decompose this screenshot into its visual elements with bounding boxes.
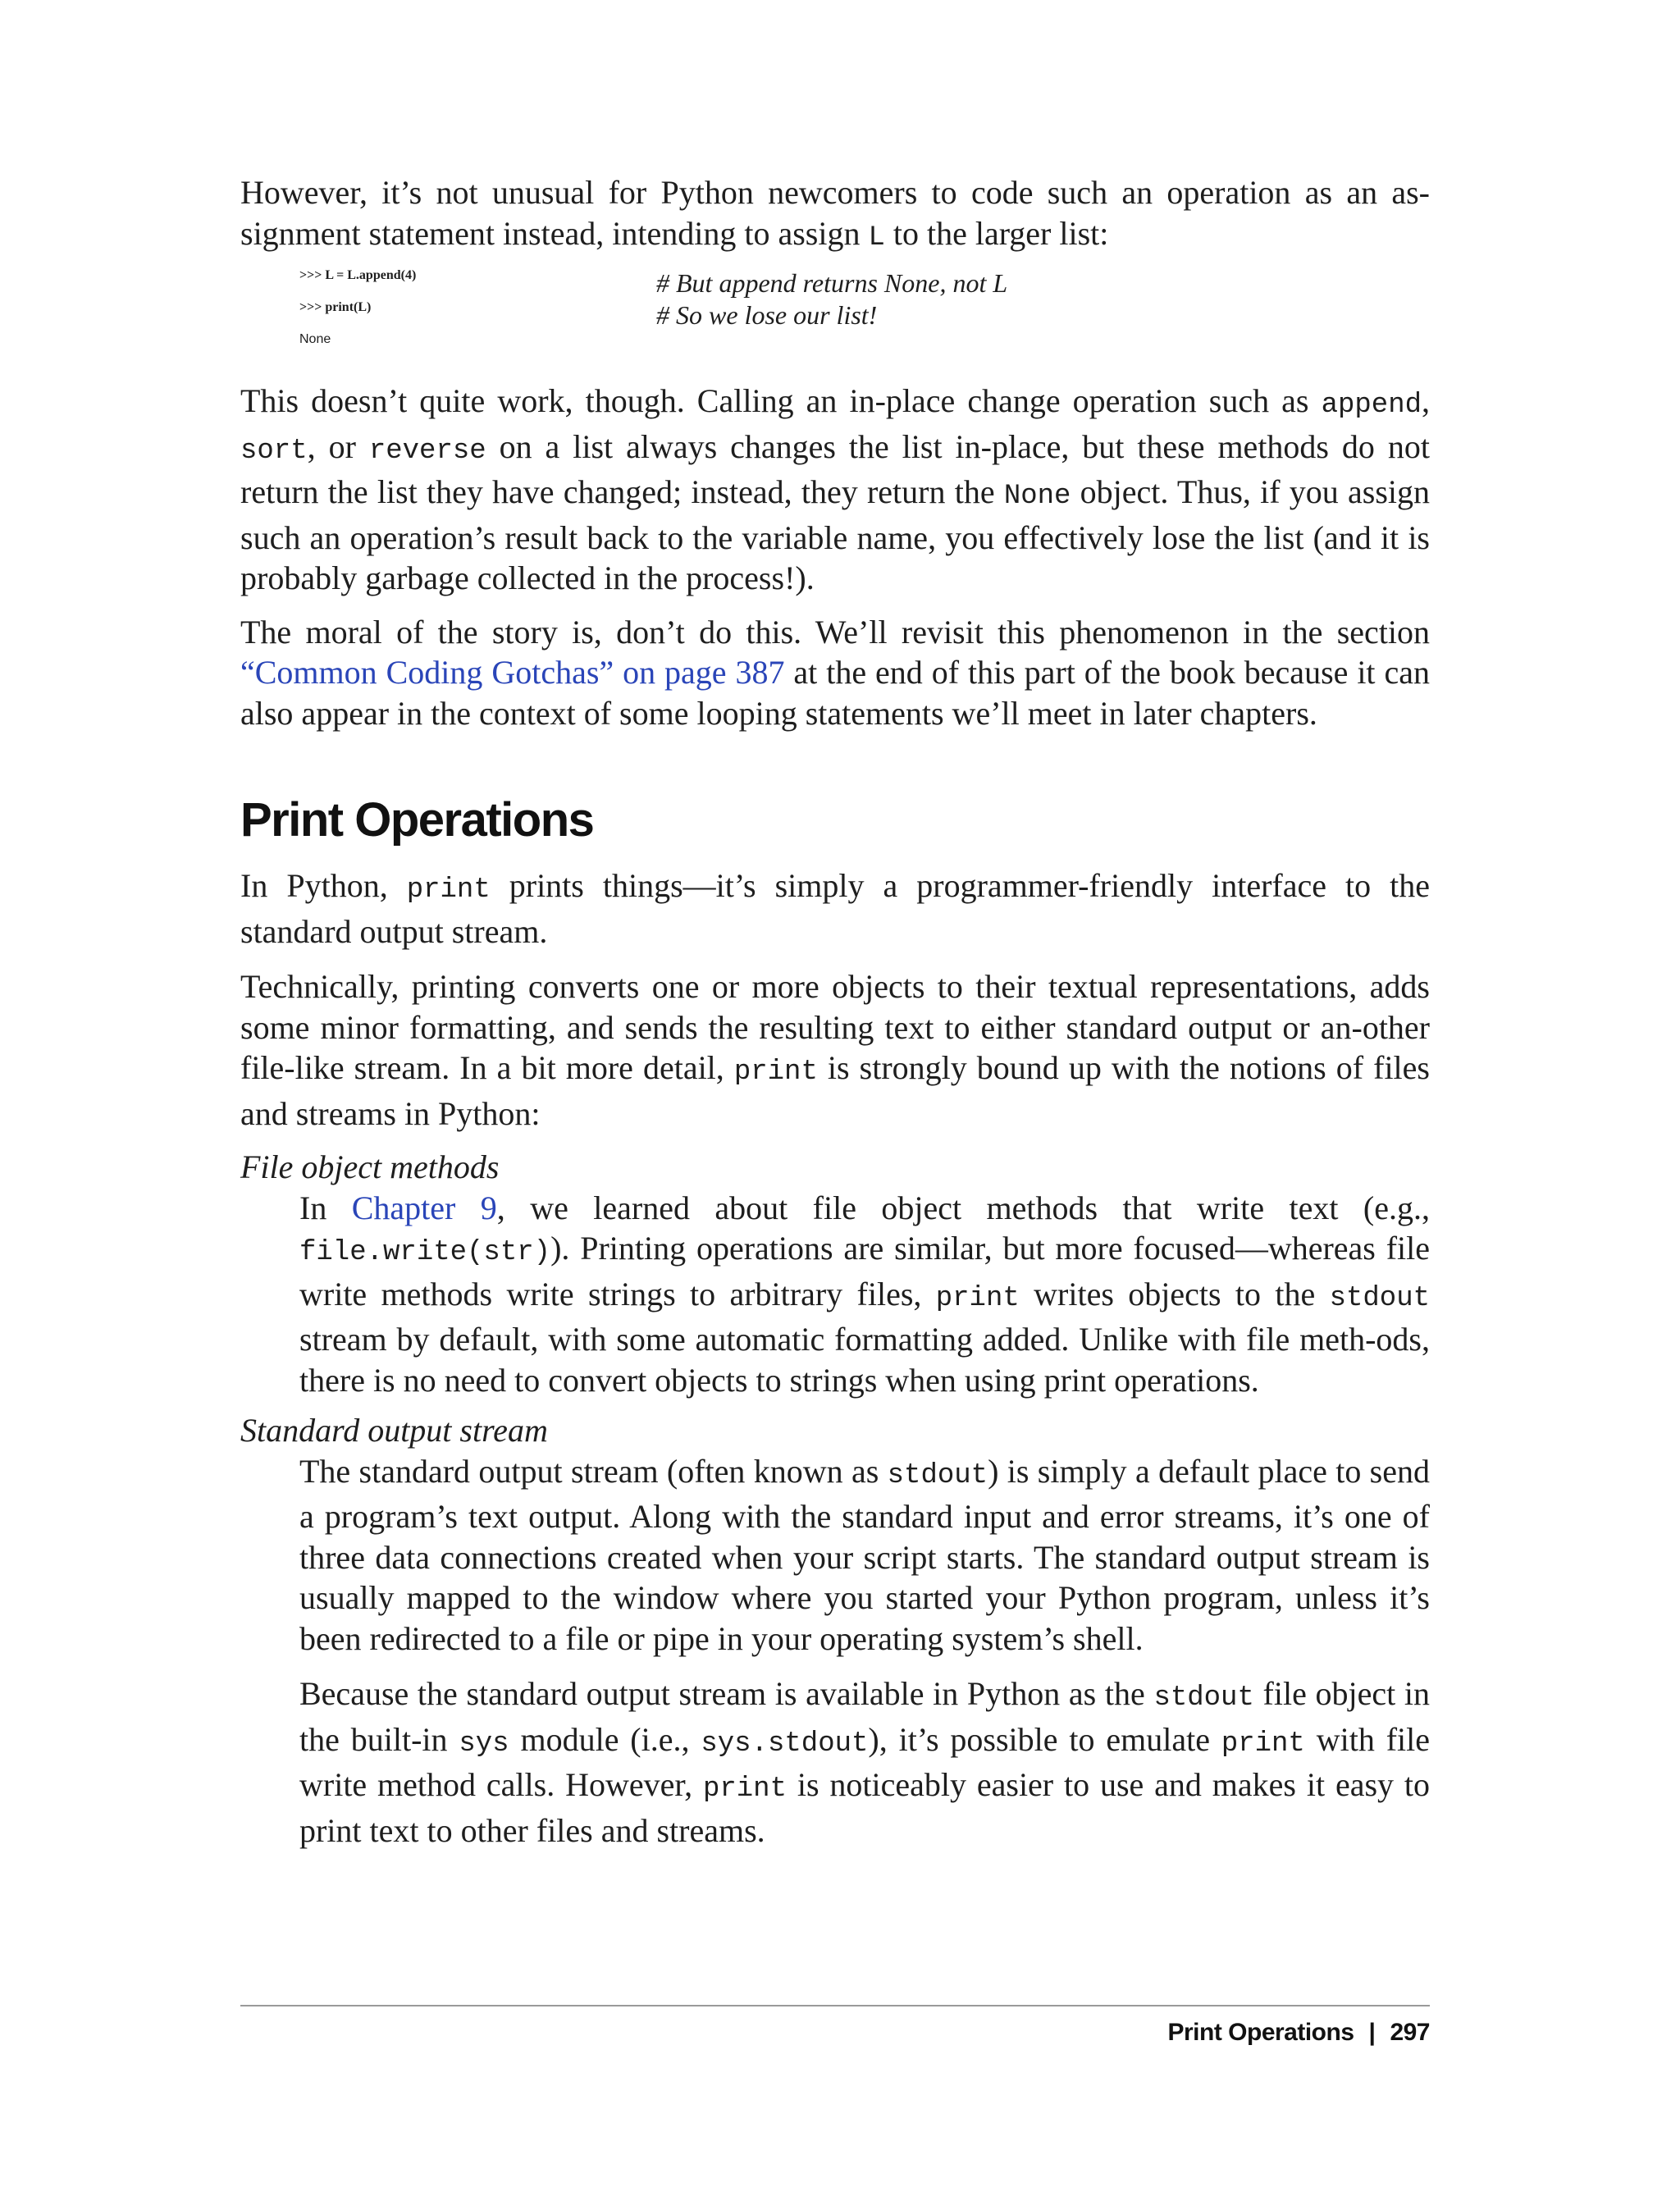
definition-term: Standard output stream xyxy=(240,1412,548,1449)
text: object. Thus, if you assign such an operation’s result back to the variable name, you effectively lose the list (and it is probably garbage collected in the process!). xyxy=(240,473,1430,596)
inline-code: None xyxy=(1003,481,1071,512)
code-line xyxy=(240,300,1430,332)
paragraph-moral xyxy=(240,612,1430,734)
text: file object in the built-in xyxy=(299,1675,1430,1758)
inline-code: print xyxy=(406,874,491,906)
footer-separator: | xyxy=(1368,2019,1376,2046)
gotchas-link[interactable]: “Common Coding Gotchas” on page 387 xyxy=(240,654,785,691)
text: Technically, printing converts one or more objects to their textual representations, adds some minor formatting, and sends the resulting text to either standard output or an-other file-like stream. In a bit more detail, xyxy=(240,968,1430,1086)
definition-stdout xyxy=(299,1451,1430,1659)
text: , xyxy=(1422,382,1430,419)
text: This doesn’t quite work, though. Calling an in-place change operation such as xyxy=(240,382,1322,419)
inline-code: sort xyxy=(240,435,308,467)
text: on a list always changes the list in-place, but these methods do not return the list they have changed; instead, they return the xyxy=(240,427,1430,510)
code-comment: # So we lose our list! xyxy=(656,300,878,330)
inline-code: sys xyxy=(459,1728,509,1760)
text: The standard output stream (often known as xyxy=(299,1452,888,1490)
inline-code: L xyxy=(868,221,885,253)
text: In xyxy=(299,1189,352,1226)
inline-code: print xyxy=(733,1057,818,1088)
text: stream by default, with some automatic formatting added. Unlike with file meth-ods, there is no need to convert objects to strings when using print operations. xyxy=(299,1321,1430,1399)
code-example xyxy=(240,268,1430,364)
footer-section-title: Print Operations xyxy=(1167,2019,1354,2046)
code-command: >>> print(L) xyxy=(299,300,372,314)
inline-code: stdout xyxy=(887,1459,988,1491)
page-footer xyxy=(1167,2019,1430,2047)
text: writes objects to the xyxy=(1019,1275,1330,1312)
definition-term: File object methods xyxy=(240,1148,500,1185)
code-comment: # But append returns None, not L xyxy=(656,268,1008,298)
inline-code: file.write(str) xyxy=(299,1237,551,1268)
chapter-link[interactable]: Chapter 9 xyxy=(351,1189,497,1226)
text: ) is simply a default place to send a program’s text output. Along with the standard input and error streams, it’s one of three data connections created when your script starts. The standard output stream is usually mapped to the window where you started your Python program, unless it’s been redirected to a file or pipe in your operating system’s shell. xyxy=(299,1452,1430,1657)
inline-code: sys.stdout xyxy=(701,1728,869,1760)
inline-code: print xyxy=(702,1774,787,1805)
text: is noticeably easier to use and makes it easy to print text to other files and streams. xyxy=(299,1766,1430,1849)
code-command: >>> L = L.append(4) xyxy=(299,268,417,282)
section-heading: Print Operations xyxy=(240,793,594,847)
footer-divider xyxy=(240,2005,1430,2006)
text: with file write method calls. However, xyxy=(299,1720,1430,1803)
inline-code: append xyxy=(1321,390,1422,421)
text: is strongly bound up with the notions of files and streams in Python: xyxy=(240,1049,1430,1132)
text: However, it’s not unusual for Python newcomers to code such an operation as an as-signment statement instead, intending to assign xyxy=(240,174,1430,252)
definition-list xyxy=(240,1147,1430,1851)
text: prints things—it’s simply a programmer-friendly interface to the standard output stream. xyxy=(240,867,1430,950)
code-line xyxy=(240,268,1430,300)
text: module (i.e., xyxy=(509,1720,701,1758)
definition-stdout-continued xyxy=(299,1673,1430,1851)
text: In Python, xyxy=(240,867,407,904)
paragraph-print-technical xyxy=(240,966,1430,1134)
code-line xyxy=(240,332,1430,364)
paragraph-in-place-change xyxy=(240,381,1430,599)
inline-code: print xyxy=(935,1282,1020,1314)
paragraph-print-intro xyxy=(240,865,1430,952)
text: to the larger list: xyxy=(884,214,1109,252)
text: , or xyxy=(307,427,369,465)
text: , we learned about file object methods that write text (e.g., xyxy=(496,1189,1430,1226)
text: Because the standard output stream is available in Python as the xyxy=(299,1675,1154,1712)
page-content xyxy=(240,172,1430,1851)
text: ), it’s possible to emulate xyxy=(868,1720,1221,1758)
definition-file-methods xyxy=(299,1188,1430,1401)
inline-code: print xyxy=(1221,1728,1305,1760)
text: ). Printing operations are similar, but more focused—whereas file write methods write strings to arbitrary files, xyxy=(299,1230,1430,1312)
text: at the end of this part of the book because it can also appear in the context of some looping statements we’ll meet in later chapters. xyxy=(240,654,1430,732)
inline-code: stdout xyxy=(1329,1282,1430,1314)
inline-code: reverse xyxy=(368,435,486,467)
inline-code: stdout xyxy=(1153,1682,1254,1714)
paragraph-assignment-mistake xyxy=(240,172,1430,258)
text: The moral of the story is, don’t do this. We’ll revisit this phenomenon in the section xyxy=(240,613,1430,651)
code-output: None xyxy=(299,332,331,346)
page-number: 297 xyxy=(1390,2019,1430,2046)
